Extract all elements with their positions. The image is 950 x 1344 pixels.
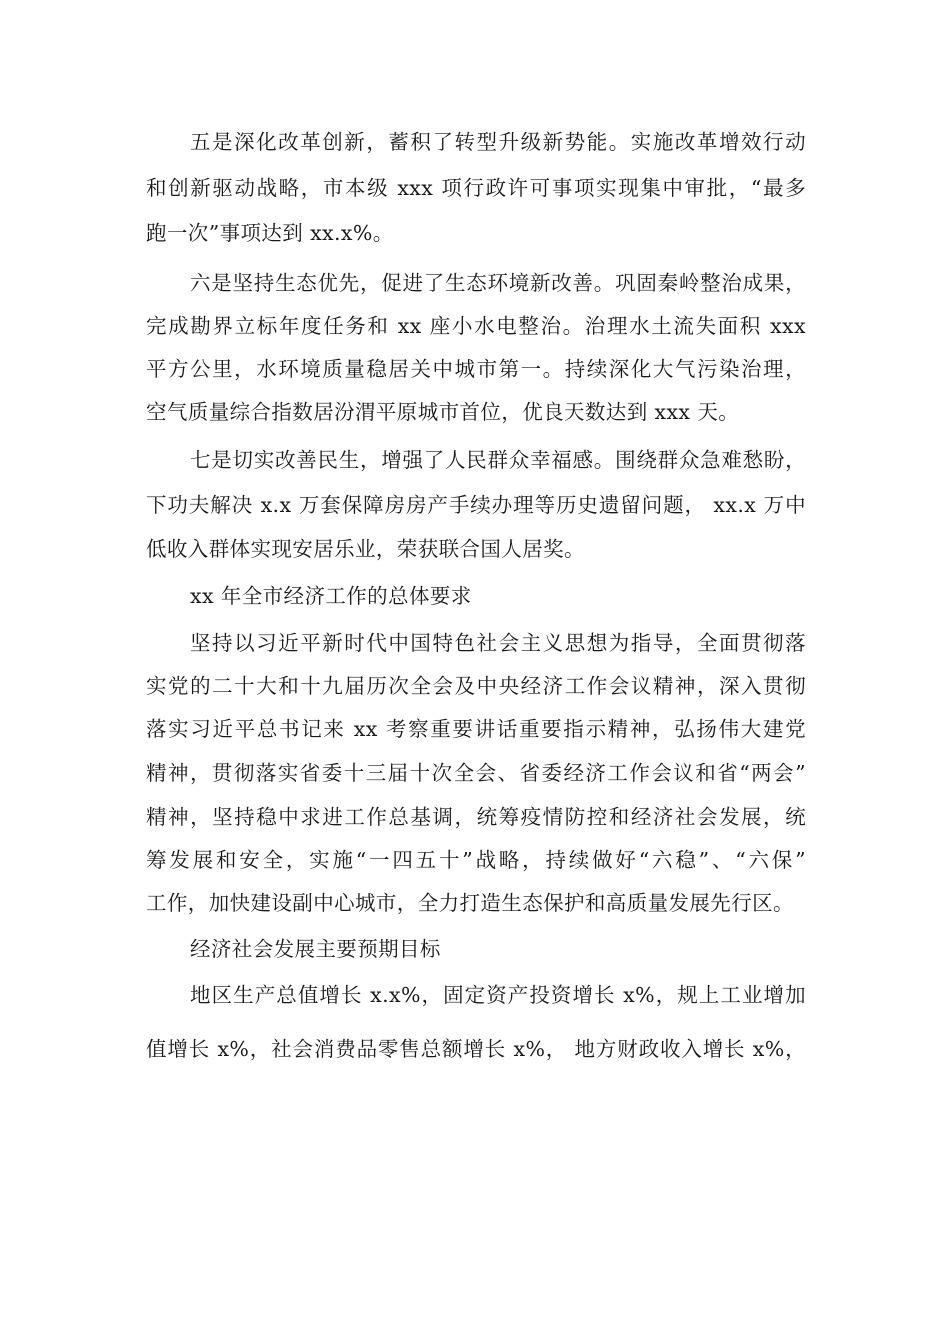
paragraph-line: 筹发展和安全，实施“一四五十”战略，持续做好“六稳”、“六保” <box>146 848 806 872</box>
section-heading: 经济社会发展主要预期目标 <box>190 937 441 961</box>
paragraph-line: 平方公里，水环境质量稳居关中城市第一。持续深化大气污染治理， <box>146 357 806 381</box>
paragraph-line: 落实习近平总书记来 xx 考察重要讲话重要指示精神，弘扬伟大建党 <box>146 717 806 741</box>
paragraph-line: 精神，贯彻落实省委十三届十次全会、省委经济工作会议和省“两会” <box>146 761 806 785</box>
paragraph-line: 六是坚持生态优先，促进了生态环境新改善。巩固秦岭整治成果， <box>190 271 806 295</box>
paragraph-line: 和创新驱动战略，市本级 xxx 项行政许可事项实现集中审批，“最多 <box>146 176 806 200</box>
paragraph-line: 空气质量综合指数居汾渭平原城市首位，优良天数达到 xxx 天。 <box>146 400 740 424</box>
paragraph-line: 七是切实改善民生，增强了人民群众幸福感。围绕群众急难愁盼， <box>190 448 806 472</box>
paragraph-line: 跑一次”事项达到 xx.x%。 <box>146 221 394 245</box>
paragraph-line: 坚持以习近平新时代中国特色社会主义思想为指导，全面贯彻落 <box>190 631 806 655</box>
paragraph-line: 实党的二十大和十九届历次全会及中央经济工作会议精神，深入贯彻 <box>146 674 806 698</box>
paragraph-line: 下功夫解决 x.x 万套保障房房产手续办理等历史遗留问题， xx.x 万中 <box>146 493 806 517</box>
paragraph-line: 工作，加快建设副中心城市，全力打造生态保护和高质量发展先行区。 <box>146 891 794 915</box>
paragraph-line: 精神，坚持稳中求进工作总基调，统筹疫情防控和经济社会发展，统 <box>146 805 806 829</box>
section-heading: xx 年全市经济工作的总体要求 <box>190 584 472 608</box>
paragraph-line: 完成勘界立标年度任务和 xx 座小水电整治。治理水土流失面积 xxx <box>146 314 806 338</box>
paragraph-line: 地区生产总值增长 x.x%，固定资产投资增长 x%，规上工业增加 <box>190 983 806 1007</box>
paragraph-line: 五是深化改革创新，蓄积了转型升级新势能。实施改革增效行动 <box>190 130 806 154</box>
paragraph-line: 低收入群体实现安居乐业，荣获联合国人居奖。 <box>146 537 585 561</box>
paragraph-line: 值增长 x%，社会消费品零售总额增长 x%， 地方财政收入增长 x%， <box>146 1037 806 1061</box>
